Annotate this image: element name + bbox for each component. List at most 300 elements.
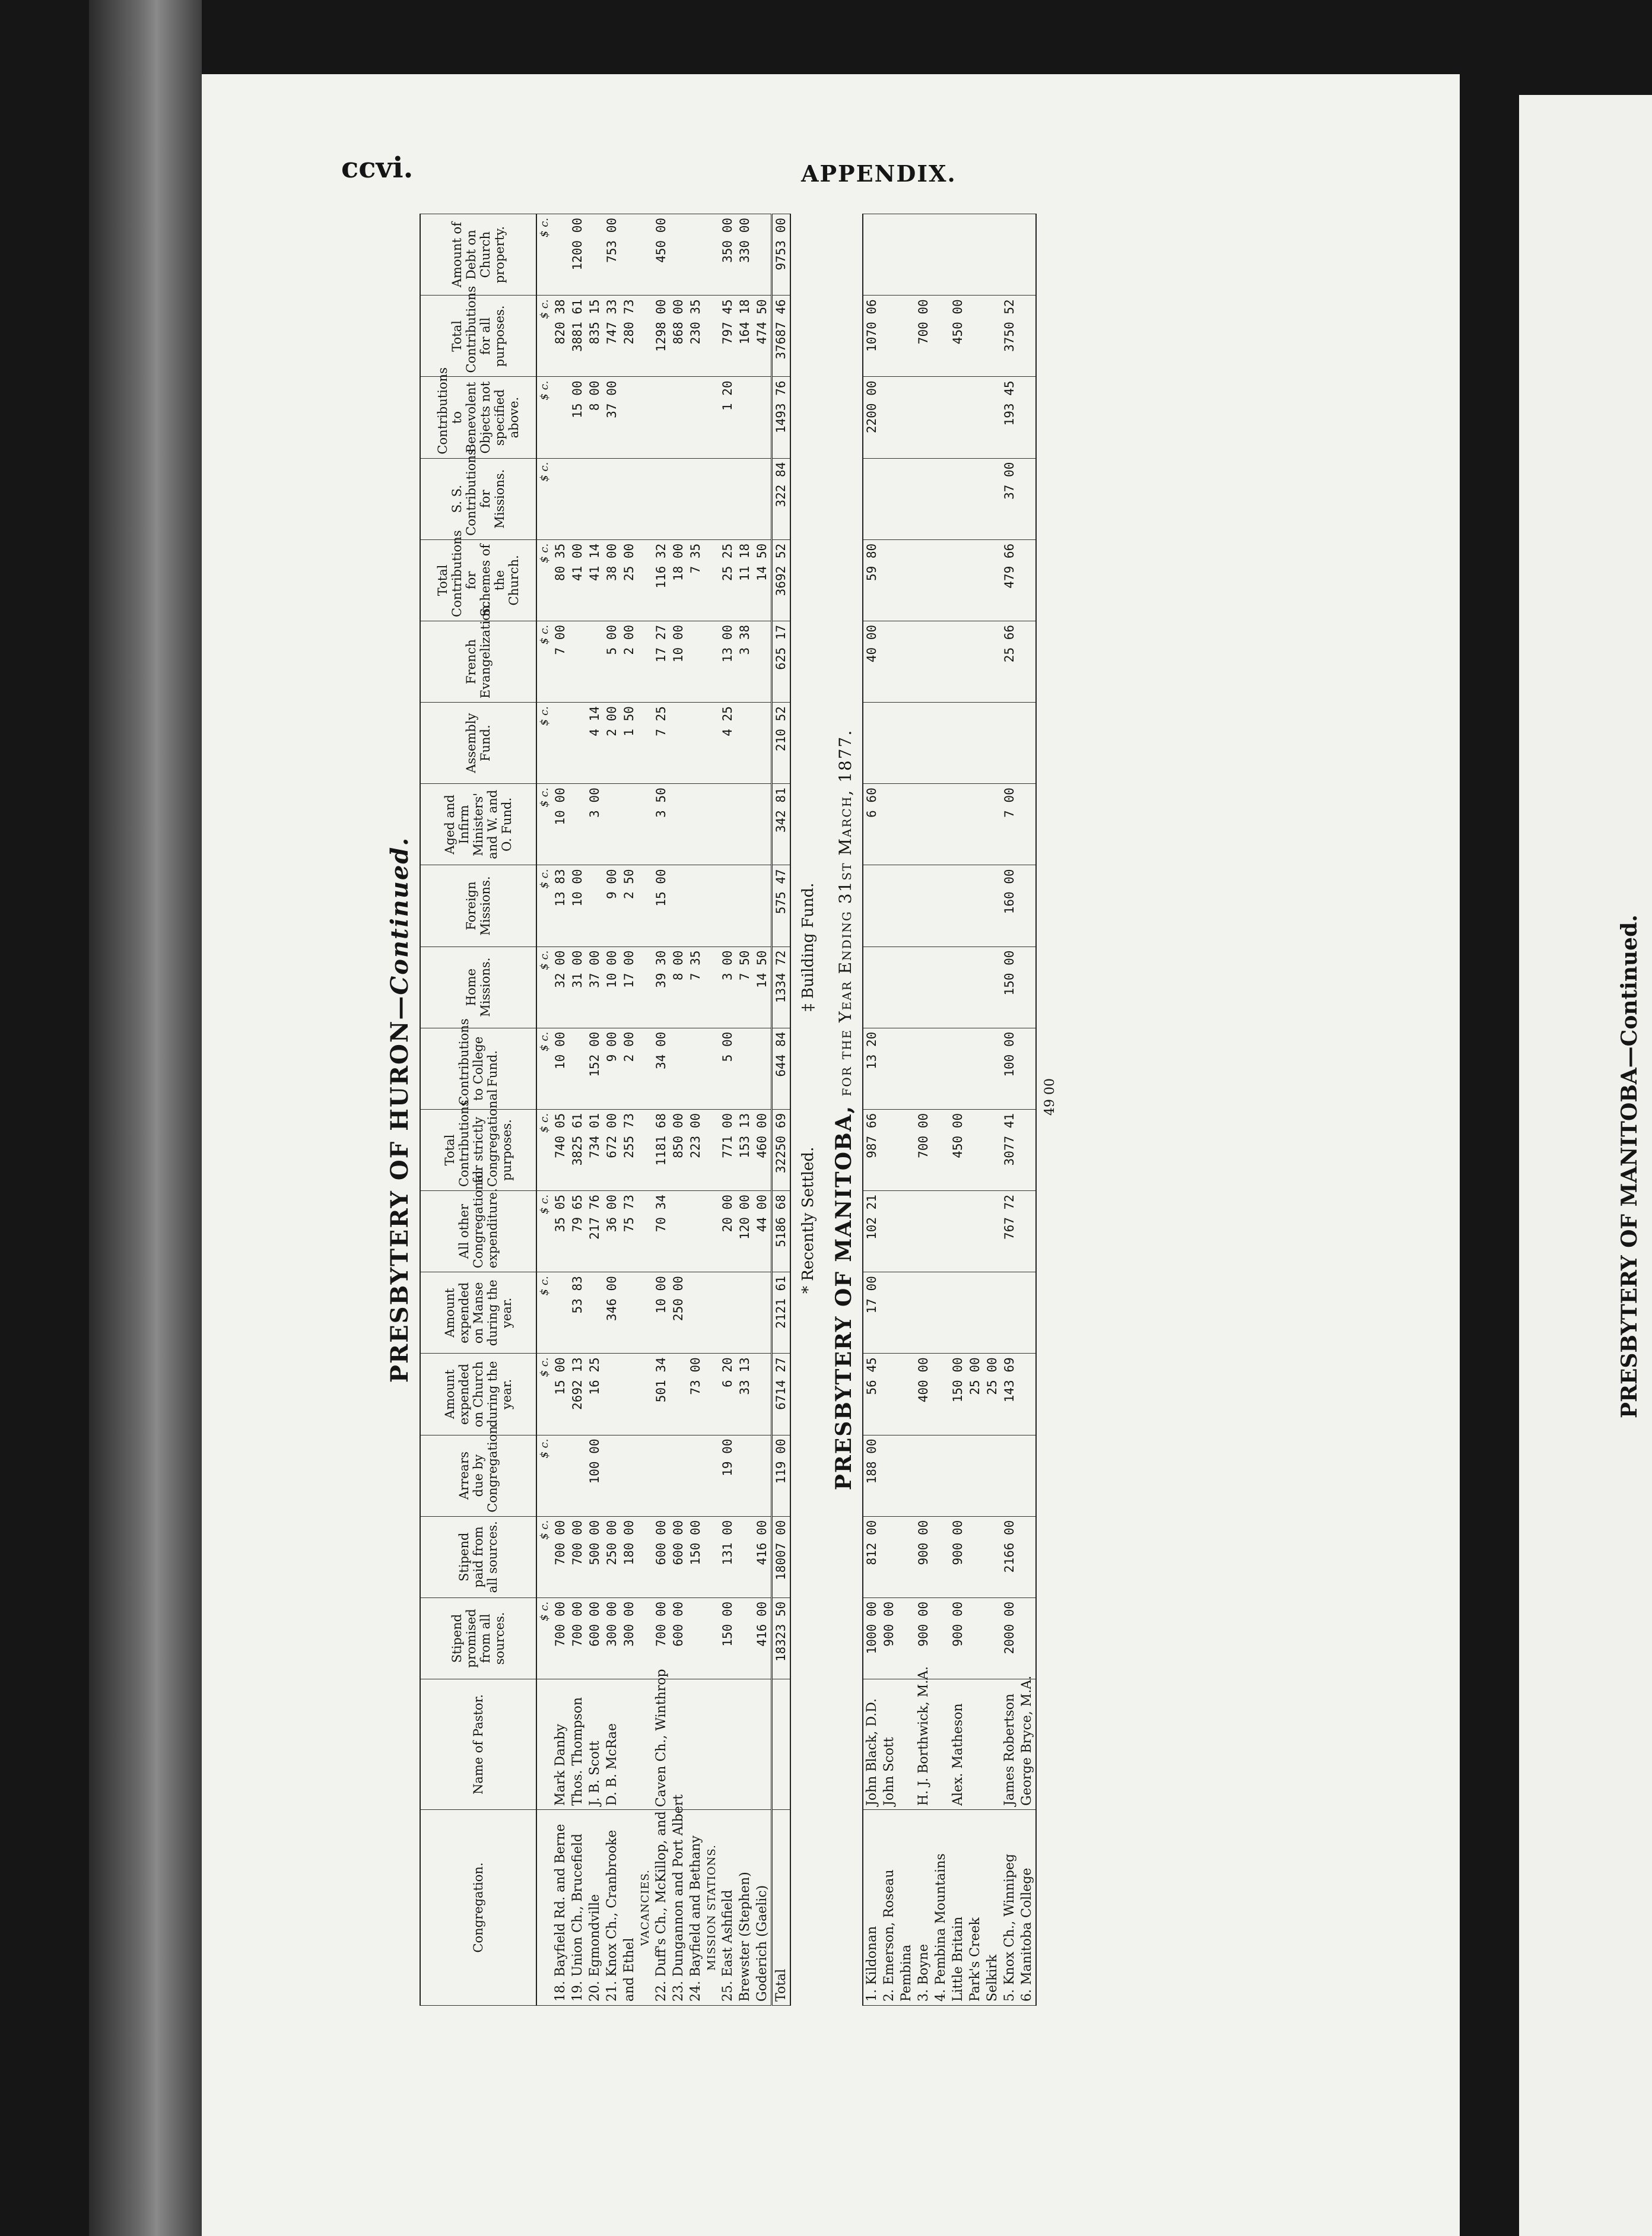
value-cell: 14 50	[754, 539, 772, 621]
value-cell: 9 00	[603, 1028, 621, 1109]
value-cell	[552, 377, 569, 458]
value-cell: 25 00	[621, 539, 638, 621]
value-cell	[863, 947, 881, 1028]
value-cell	[984, 1516, 1001, 1597]
value-cell: 479 66	[1001, 539, 1018, 621]
value-cell: 131 00	[719, 1516, 736, 1597]
pastor-cell: Thos. Thompson	[569, 1679, 586, 1810]
value-cell: 17 00	[863, 1272, 881, 1354]
value-cell: 753 00	[603, 214, 621, 296]
value-cell: 342 81	[772, 784, 791, 865]
congregation-cell: 19. Union Ch., Brucefield	[569, 1810, 586, 2006]
value-cell: 900 00	[949, 1597, 967, 1679]
empty-cell	[704, 1191, 719, 1272]
unit-cell: $ c.	[536, 1109, 552, 1190]
value-cell: 1 20	[719, 377, 736, 458]
empty-cell	[704, 621, 719, 702]
congregation-cell: 2. Emerson, Roseau	[881, 1810, 898, 2006]
value-cell: 80 35	[552, 539, 569, 621]
value-cell	[915, 458, 932, 539]
empty-cell	[704, 1272, 719, 1354]
unit-cell: $ c.	[536, 865, 552, 947]
value-cell	[932, 1354, 949, 1435]
value-cell	[881, 1354, 898, 1435]
value-cell: 6714 27	[772, 1354, 791, 1435]
value-cell: 10 00	[552, 784, 569, 865]
running-head: APPENDIX.	[801, 160, 957, 187]
value-cell	[967, 296, 984, 377]
value-cell: 1181 68	[653, 1109, 670, 1190]
table-row	[967, 214, 984, 2006]
value-cell	[1018, 1028, 1036, 1109]
value-cell: 460 00	[754, 1109, 772, 1190]
value-cell: 116 32	[653, 539, 670, 621]
value-cell	[736, 1597, 754, 1679]
value-cell	[1018, 1272, 1036, 1354]
unit-cell: $ c.	[536, 621, 552, 702]
value-cell	[881, 1028, 898, 1109]
value-cell	[967, 784, 984, 865]
value-cell: 3 00	[586, 784, 603, 865]
empty-cell	[638, 1516, 653, 1597]
value-cell: 100 00	[586, 1435, 603, 1516]
value-cell: 13 83	[552, 865, 569, 947]
congregation-cell: Total	[772, 1810, 791, 2006]
value-cell	[863, 865, 881, 947]
value-cell	[898, 377, 915, 458]
unit-cell: $ c.	[536, 1354, 552, 1435]
value-cell: 15 00	[653, 865, 670, 947]
pastor-cell: Alex. Matheson	[949, 1679, 967, 1810]
empty-cell	[638, 1435, 653, 1516]
value-cell: 8 00	[670, 947, 687, 1028]
value-cell	[754, 458, 772, 539]
value-cell: 350 00	[719, 214, 736, 296]
value-cell: 474 50	[754, 296, 772, 377]
value-cell	[932, 784, 949, 865]
value-cell: 868 00	[670, 296, 687, 377]
empty-cell	[704, 1597, 719, 1679]
value-cell	[932, 296, 949, 377]
value-cell	[984, 784, 1001, 865]
empty-cell	[704, 296, 719, 377]
value-cell	[898, 539, 915, 621]
value-cell	[670, 865, 687, 947]
value-cell	[754, 703, 772, 784]
column-header: Arrears due by Congregation.	[420, 1435, 536, 1516]
value-cell	[932, 1516, 949, 1597]
value-cell	[863, 214, 881, 296]
value-cell	[1018, 1597, 1036, 1679]
column-header: Total Contributions for strictly Congregational purposes.	[420, 1109, 536, 1190]
value-cell	[687, 1435, 704, 1516]
empty-cell	[704, 214, 719, 296]
congregation-cell: 24. Bayfield and Bethany	[687, 1810, 704, 2006]
value-cell	[736, 1028, 754, 1109]
table-row	[653, 214, 670, 2006]
value-cell: 119 00	[772, 1435, 791, 1516]
value-cell	[898, 1272, 915, 1354]
huron-header-row	[420, 214, 536, 2006]
value-cell	[984, 1028, 1001, 1109]
value-cell: 280 73	[621, 296, 638, 377]
manitoba-bottom-value: 49 00	[1043, 1078, 1057, 1116]
value-cell	[915, 703, 932, 784]
value-cell	[932, 214, 949, 296]
value-cell: 41 14	[586, 539, 603, 621]
value-cell	[967, 1028, 984, 1109]
units-row	[536, 214, 552, 2006]
unit-cell: $ c.	[536, 703, 552, 784]
table-row	[898, 214, 915, 2006]
value-cell	[932, 703, 949, 784]
value-cell	[898, 214, 915, 296]
value-cell: 4 25	[719, 703, 736, 784]
value-cell: 150 00	[1001, 947, 1018, 1028]
value-cell	[984, 377, 1001, 458]
value-cell	[915, 1191, 932, 1272]
value-cell	[881, 1516, 898, 1597]
value-cell: 700 00	[915, 1109, 932, 1190]
value-cell	[687, 703, 704, 784]
value-cell	[1018, 784, 1036, 865]
value-cell	[670, 458, 687, 539]
value-cell: 771 00	[719, 1109, 736, 1190]
section-label: MISSION STATIONS.	[704, 1810, 719, 2006]
value-cell: 600 00	[670, 1597, 687, 1679]
table-row	[569, 214, 586, 2006]
pastor-cell	[719, 1679, 736, 1810]
value-cell	[967, 539, 984, 621]
value-cell	[915, 539, 932, 621]
value-cell: 15 00	[569, 377, 586, 458]
congregation-cell: 20. Egmondville	[586, 1810, 603, 2006]
value-cell	[967, 865, 984, 947]
value-cell: 600 00	[653, 1516, 670, 1597]
value-cell	[586, 458, 603, 539]
congregation-cell: and Ethel	[621, 1810, 638, 2006]
value-cell: 700 00	[569, 1516, 586, 1597]
value-cell: 346 00	[603, 1272, 621, 1354]
value-cell	[621, 784, 638, 865]
huron-table	[420, 214, 791, 2006]
unit-cell: $ c.	[536, 214, 552, 296]
value-cell: 2 00	[621, 621, 638, 702]
value-cell	[687, 1597, 704, 1679]
value-cell	[984, 1109, 1001, 1190]
value-cell: 217 76	[586, 1191, 603, 1272]
value-cell	[915, 377, 932, 458]
value-cell: 5186 68	[772, 1191, 791, 1272]
value-cell	[863, 458, 881, 539]
value-cell: 2692 13	[569, 1354, 586, 1435]
pastor-cell: H. J. Borthwick, M.A.	[915, 1679, 932, 1810]
value-cell	[915, 1028, 932, 1109]
value-cell: 812 00	[863, 1516, 881, 1597]
value-cell	[670, 214, 687, 296]
value-cell	[881, 703, 898, 784]
value-cell	[949, 1028, 967, 1109]
value-cell: 3825 61	[569, 1109, 586, 1190]
value-cell	[754, 1435, 772, 1516]
value-cell	[754, 1028, 772, 1109]
value-cell: 850 00	[670, 1109, 687, 1190]
value-cell	[949, 865, 967, 947]
value-cell	[754, 865, 772, 947]
value-cell	[932, 1435, 949, 1516]
column-header: French Evangelization.	[420, 621, 536, 702]
value-cell	[984, 1191, 1001, 1272]
value-cell: 18 00	[670, 539, 687, 621]
value-cell	[1001, 703, 1018, 784]
huron-title-text: PRESBYTERY OF HURON—	[386, 995, 414, 1383]
congregation-cell: Selkirk	[984, 1810, 1001, 2006]
value-cell: 143 69	[1001, 1354, 1018, 1435]
table-row	[881, 214, 898, 2006]
value-cell: 700 00	[552, 1516, 569, 1597]
value-cell	[932, 1597, 949, 1679]
value-cell	[1018, 1435, 1036, 1516]
unit-cell: $ c.	[536, 1597, 552, 1679]
value-cell	[736, 377, 754, 458]
value-cell	[863, 703, 881, 784]
value-cell	[687, 214, 704, 296]
empty-cell	[638, 947, 653, 1028]
empty-cell	[638, 865, 653, 947]
value-cell: 7 50	[736, 947, 754, 1028]
value-cell	[881, 1191, 898, 1272]
column-header: S. S. Contributions for Missions.	[420, 458, 536, 539]
value-cell: 672 00	[603, 1109, 621, 1190]
value-cell: 3750 52	[1001, 296, 1018, 377]
value-cell: 700 00	[915, 296, 932, 377]
empty-cell	[536, 1810, 552, 2006]
value-cell	[932, 621, 949, 702]
value-cell	[967, 1272, 984, 1354]
value-cell	[898, 621, 915, 702]
value-cell: 835 15	[586, 296, 603, 377]
value-cell	[1018, 1109, 1036, 1190]
value-cell	[967, 1191, 984, 1272]
manitoba-table	[862, 214, 1037, 2006]
value-cell: 32 00	[552, 947, 569, 1028]
value-cell: 1 50	[621, 703, 638, 784]
value-cell	[586, 865, 603, 947]
value-cell: 25 00	[967, 1354, 984, 1435]
value-cell: 2166 00	[1001, 1516, 1018, 1597]
value-cell: 17 00	[621, 947, 638, 1028]
value-cell: 150 00	[687, 1516, 704, 1597]
column-header: Name of Pastor.	[420, 1679, 536, 1810]
empty-cell	[638, 1191, 653, 1272]
value-cell	[915, 1272, 932, 1354]
column-header: Foreign Missions.	[420, 865, 536, 947]
value-cell	[670, 1354, 687, 1435]
value-cell	[719, 865, 736, 947]
huron-title	[380, 214, 420, 2006]
value-cell	[670, 1191, 687, 1272]
section-label-row	[638, 214, 653, 2006]
value-cell: 153 13	[736, 1109, 754, 1190]
value-cell: 38 00	[603, 539, 621, 621]
value-cell: 450 00	[949, 296, 967, 377]
column-header: Total Contributions for all purposes.	[420, 296, 536, 377]
value-cell	[687, 621, 704, 702]
value-cell: 120 00	[736, 1191, 754, 1272]
value-cell	[881, 214, 898, 296]
value-cell: 3 38	[736, 621, 754, 702]
value-cell	[881, 621, 898, 702]
empty-cell	[704, 865, 719, 947]
value-cell	[949, 784, 967, 865]
value-cell: 734 01	[586, 1109, 603, 1190]
value-cell: 400 00	[915, 1354, 932, 1435]
value-cell: 600 00	[670, 1516, 687, 1597]
value-cell: 300 00	[621, 1597, 638, 1679]
empty-cell	[704, 377, 719, 458]
unit-cell: $ c.	[536, 1272, 552, 1354]
value-cell	[687, 377, 704, 458]
value-cell	[736, 1272, 754, 1354]
footnote-recently-settled: * Recently Settled.	[799, 1146, 817, 1294]
value-cell: 7 00	[552, 621, 569, 702]
value-cell	[949, 377, 967, 458]
value-cell	[736, 865, 754, 947]
empty-cell	[638, 539, 653, 621]
value-cell: 10 00	[670, 621, 687, 702]
value-cell	[1018, 1516, 1036, 1597]
pastor-cell: John Scott	[881, 1679, 898, 1810]
value-cell: 7 00	[1001, 784, 1018, 865]
column-header: Stipend promised from all sources.	[420, 1597, 536, 1679]
value-cell	[754, 214, 772, 296]
congregation-cell: 25. East Ashfield	[719, 1810, 736, 2006]
value-cell	[586, 1272, 603, 1354]
column-header: Assembly Fund.	[420, 703, 536, 784]
value-cell	[1018, 214, 1036, 296]
value-cell: 250 00	[603, 1516, 621, 1597]
value-cell	[736, 784, 754, 865]
pastor-cell	[754, 1679, 772, 1810]
table-row	[932, 214, 949, 2006]
congregation-cell: 22. Duff's Ch., McKillop, and Caven Ch., Winthrop	[653, 1810, 670, 2006]
manitoba-title-text: PRESBYTERY OF MANITOBA,	[831, 1105, 856, 1491]
value-cell	[984, 214, 1001, 296]
value-cell	[898, 1354, 915, 1435]
section-label: VACANCIES.	[638, 1810, 653, 2006]
value-cell	[687, 865, 704, 947]
unit-cell: $ c.	[536, 947, 552, 1028]
value-cell: 5 00	[719, 1028, 736, 1109]
pastor-cell: J. B. Scott	[586, 1679, 603, 1810]
value-cell	[967, 377, 984, 458]
value-cell	[1018, 377, 1036, 458]
value-cell: 6 60	[863, 784, 881, 865]
table-row	[719, 214, 736, 2006]
value-cell	[1001, 1435, 1018, 1516]
pastor-cell	[687, 1679, 704, 1810]
value-cell	[881, 784, 898, 865]
column-header: Contributions to Benevolent Objects not specified above.	[420, 377, 536, 458]
value-cell: 3 50	[653, 784, 670, 865]
value-cell: 450 00	[653, 214, 670, 296]
value-cell: 700 00	[653, 1597, 670, 1679]
value-cell	[984, 296, 1001, 377]
value-cell: 987 66	[863, 1109, 881, 1190]
table-row	[1018, 214, 1036, 2006]
value-cell	[569, 1435, 586, 1516]
value-cell: 255 73	[621, 1109, 638, 1190]
value-cell: 1334 72	[772, 947, 791, 1028]
value-cell	[569, 784, 586, 865]
value-cell: 223 00	[687, 1109, 704, 1190]
value-cell: 900 00	[949, 1516, 967, 1597]
congregation-cell: Park's Creek	[967, 1810, 984, 2006]
value-cell: 79 65	[569, 1191, 586, 1272]
value-cell: 39 30	[653, 947, 670, 1028]
value-cell: 19 00	[719, 1435, 736, 1516]
value-cell	[569, 458, 586, 539]
value-cell: 450 00	[949, 1109, 967, 1190]
pastor-cell	[898, 1679, 915, 1810]
value-cell	[687, 1028, 704, 1109]
value-cell	[653, 1435, 670, 1516]
value-cell	[569, 1028, 586, 1109]
value-cell: 150 00	[949, 1354, 967, 1435]
empty-cell	[638, 1028, 653, 1109]
section-label-row	[704, 214, 719, 2006]
congregation-cell: 6. Manitoba College	[1018, 1810, 1036, 2006]
value-cell	[967, 703, 984, 784]
value-cell: 700 00	[552, 1597, 569, 1679]
value-cell: 767 72	[1001, 1191, 1018, 1272]
value-cell: 16 25	[586, 1354, 603, 1435]
column-header: Contributions to College Fund.	[420, 1028, 536, 1109]
value-cell: 152 00	[586, 1028, 603, 1109]
table-row	[621, 214, 638, 2006]
congregation-cell: 18. Bayfield Rd. and Berne	[552, 1810, 569, 2006]
value-cell	[552, 703, 569, 784]
value-cell	[881, 947, 898, 1028]
value-cell	[932, 1191, 949, 1272]
value-cell	[967, 214, 984, 296]
value-cell	[754, 1272, 772, 1354]
value-cell	[949, 621, 967, 702]
congregation-cell: Goderich (Gaelic)	[754, 1810, 772, 2006]
value-cell	[621, 458, 638, 539]
empty-cell	[704, 1354, 719, 1435]
value-cell	[898, 458, 915, 539]
unit-cell: $ c.	[536, 1516, 552, 1597]
congregation-cell: 5. Knox Ch., Winnipeg	[1001, 1810, 1018, 2006]
value-cell: 13 00	[719, 621, 736, 702]
value-cell	[1018, 703, 1036, 784]
value-cell	[687, 1272, 704, 1354]
value-cell: 740 05	[552, 1109, 569, 1190]
value-cell	[984, 1435, 1001, 1516]
value-cell	[621, 377, 638, 458]
value-cell	[915, 1435, 932, 1516]
value-cell	[687, 458, 704, 539]
empty-cell	[704, 539, 719, 621]
value-cell: 2121 61	[772, 1272, 791, 1354]
value-cell	[719, 784, 736, 865]
value-cell	[967, 621, 984, 702]
value-cell	[932, 377, 949, 458]
congregation-cell: 3. Boyne	[915, 1810, 932, 2006]
congregation-cell: Brewster (Stephen)	[736, 1810, 754, 2006]
value-cell: 37 00	[603, 377, 621, 458]
